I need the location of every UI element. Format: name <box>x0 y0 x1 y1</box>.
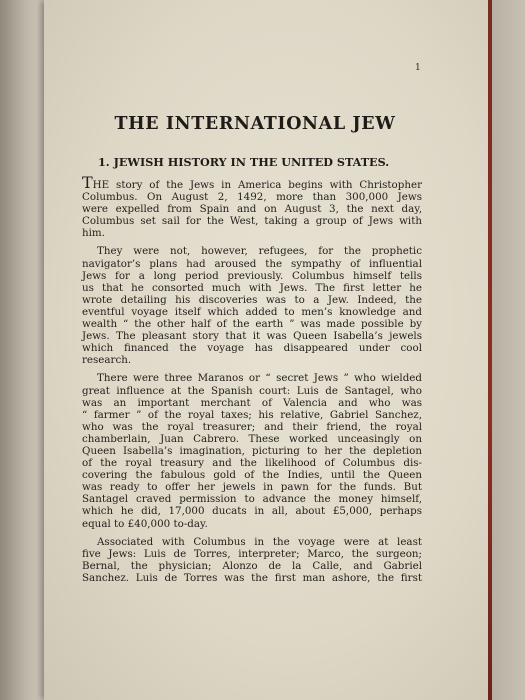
text-line: great influence at the Spanish court: Luis de Santagel, who <box>82 384 422 397</box>
drop-cap: T <box>82 173 93 192</box>
text-line: Sanchez. Luis de Torres was the first man ashore, the first <box>82 571 422 584</box>
text-line: research. <box>82 354 132 367</box>
text-line: navigator’s plans had aroused the sympathy of influential <box>82 257 422 270</box>
text-line: eventful voyage itself which added to men’s knowledge and <box>82 305 422 318</box>
text-line: Columbus set sail for the West, taking a group of Jews with <box>82 215 422 228</box>
text-line <box>82 173 422 192</box>
body-text <box>82 173 422 590</box>
paragraph <box>82 245 422 366</box>
text-line: of the royal treasury and the likelihood of Columbus dis- <box>82 457 422 470</box>
text-line-content: HE story of the Jews in America begins with Christopher <box>92 179 422 191</box>
text-line: chamberlain, Juan Cabrero. These worked unceasingly on <box>82 432 422 445</box>
text-line: Columbus. On August 2, 1492, more than 300,000 Jews <box>82 191 422 204</box>
text-line: Bernal, the physician; Alonzo de la Calle, and Gabriel <box>82 559 422 572</box>
text-line: wrote detailing his discoveries was to a Jew. Indeed, the <box>82 293 422 306</box>
text-line: There were three Maranos or “ secret Jews ” who wielded <box>97 372 422 385</box>
previous-page-edge <box>0 0 46 700</box>
text-line: They were not, however, refugees, for the prophetic <box>97 245 422 258</box>
text-line: were expelled from Spain and on August 3, the next day, <box>82 203 422 216</box>
text-line: Jews. The pleasant story that it was Queen Isabella’s jewels <box>82 330 422 343</box>
text-line: five Jews: Luis de Torres, interpreter; Marco, the surgeon; <box>82 547 422 560</box>
text-line: Associated with Columbus in the voyage were at least <box>97 535 422 548</box>
chapter-heading: 1. JEWISH HISTORY IN THE UNITED STATES. <box>98 155 390 169</box>
backdrop <box>492 0 525 700</box>
text-line: us that he consorted much with Jews. The first letter he <box>82 281 422 294</box>
text-line: “ farmer ” of the royal taxes; his relative, Gabriel Sanchez, <box>82 408 422 421</box>
paragraph <box>82 536 422 584</box>
text-line: Jews for a long period previously. Columbus himself tells <box>82 269 422 282</box>
text-line: Santagel craved permission to advance the money himself, <box>82 493 422 506</box>
text-line: Queen Isabella’s imagination, picturing to her the depletion <box>82 444 422 457</box>
paragraph <box>82 173 422 240</box>
text-line: who was the royal treasurer; and their friend, the royal <box>82 420 422 433</box>
text-line: him. <box>82 227 105 240</box>
text-line: wealth “ the other half of the earth ” was made possible by <box>82 318 422 331</box>
text-line: equal to £40,000 to-day. <box>82 517 208 530</box>
text-line: covering the fabulous gold of the Indies, until the Queen <box>82 469 422 482</box>
text-line: was ready to offer her jewels in pawn for the funds. But <box>82 481 422 494</box>
text-line: which he did, 17,000 ducats in all, about £5,000, perhaps <box>82 505 422 518</box>
paragraph <box>82 372 422 529</box>
book-title: THE INTERNATIONAL JEW <box>114 114 396 134</box>
page-number: 1 <box>415 63 421 73</box>
text-line: which financed the voyage has disappeared under cool <box>82 342 422 355</box>
text-line: was an important merchant of Valencia and who was <box>82 396 422 409</box>
